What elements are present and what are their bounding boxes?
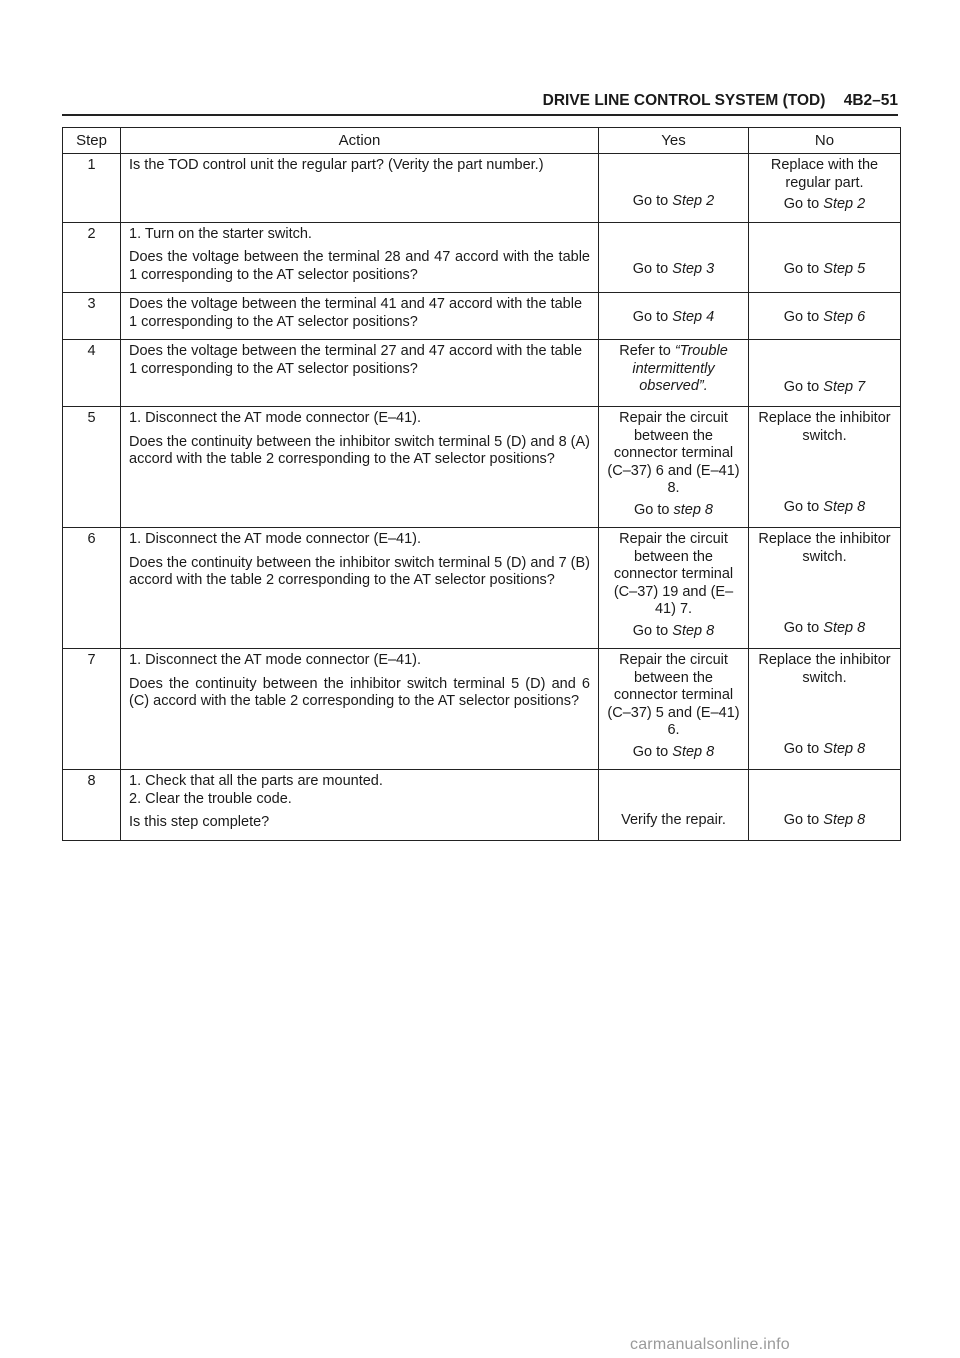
yes-result-cell bbox=[599, 222, 749, 293]
goto-target: Step 3 bbox=[672, 261, 715, 277]
action-cell bbox=[121, 407, 599, 528]
action-text: 1. Check that all the parts are mounted. 2. Clear the trouble code. bbox=[129, 773, 383, 807]
goto-target: step 8 bbox=[673, 501, 713, 518]
no-result-cell bbox=[749, 222, 901, 293]
goto-prefix: Go to bbox=[783, 811, 824, 828]
goto-prefix: Go to bbox=[632, 743, 673, 760]
goto-prefix: Verify the repair. bbox=[621, 811, 726, 828]
goto-prefix: Go to bbox=[783, 196, 824, 212]
action-cell bbox=[121, 649, 599, 770]
reference-target: “Trouble intermittently observed”. bbox=[632, 343, 728, 394]
action-cell bbox=[121, 222, 599, 293]
goto-target: Step 2 bbox=[672, 192, 715, 209]
goto-prefix: Go to bbox=[632, 308, 673, 325]
goto-prefix: Go to bbox=[783, 619, 824, 636]
column-header-yes: Yes bbox=[599, 128, 749, 154]
no-result-cell bbox=[749, 154, 901, 223]
action-text: 1. Disconnect the AT mode connector (E–41). bbox=[129, 531, 422, 547]
yes-result-cell bbox=[599, 528, 749, 649]
yes-result-cell bbox=[599, 407, 749, 528]
step-number: 2 bbox=[63, 222, 121, 293]
yes-result-cell bbox=[599, 649, 749, 770]
table-row bbox=[63, 222, 901, 293]
step-number: 7 bbox=[63, 649, 121, 770]
action-text: Does the continuity between the inhibitor switch terminal 5 (D) and 8 (A) accord with the table 2 corresponding to the AT selector positions? bbox=[129, 433, 590, 467]
goto-target: Step 8 bbox=[823, 740, 866, 757]
step-number: 8 bbox=[63, 770, 121, 841]
yes-goto bbox=[607, 812, 740, 830]
goto-target: Step 6 bbox=[823, 308, 866, 325]
action-cell bbox=[121, 293, 599, 340]
column-header-no: No bbox=[749, 128, 901, 154]
yes-note: Repair the circuit between the connector terminal (C–37) 19 and (E–41) 7. bbox=[613, 531, 734, 617]
no-result-cell bbox=[749, 293, 901, 340]
no-goto bbox=[757, 379, 892, 397]
action-text: 1. Disconnect the AT mode connector (E–41). bbox=[129, 652, 422, 668]
no-goto bbox=[757, 620, 892, 638]
goto-target: Step 8 bbox=[823, 811, 866, 828]
no-result-cell bbox=[749, 770, 901, 841]
action-text: 1. Disconnect the AT mode connector (E–41). bbox=[129, 410, 422, 426]
action-text: Does the continuity between the inhibitor switch terminal 5 (D) and 7 (B) accord with the table 2 corresponding to the AT selector positions? bbox=[129, 554, 590, 588]
action-text: Does the voltage between the terminal 28 and 47 accord with the table 1 corresponding to the AT selector positions? bbox=[129, 249, 590, 283]
action-cell bbox=[121, 528, 599, 649]
yes-result-cell bbox=[599, 340, 749, 407]
action-cell bbox=[121, 770, 599, 841]
table-row bbox=[63, 770, 901, 841]
yes-goto bbox=[607, 309, 740, 327]
yes-result-cell bbox=[599, 770, 749, 841]
yes-goto bbox=[607, 502, 740, 520]
no-note: Replace the inhibitor switch. bbox=[758, 410, 891, 444]
goto-target: Step 4 bbox=[672, 308, 715, 325]
goto-prefix: Go to bbox=[634, 501, 674, 518]
goto-prefix: Go to bbox=[632, 192, 673, 209]
goto-target: Step 8 bbox=[672, 622, 715, 639]
action-text: Does the continuity between the inhibitor switch terminal 5 (D) and 6 (C) accord with the table 2 corresponding to the AT selector positions? bbox=[129, 675, 590, 709]
step-number: 6 bbox=[63, 528, 121, 649]
yes-goto bbox=[607, 623, 740, 641]
goto-target: Step 8 bbox=[823, 619, 866, 636]
no-goto bbox=[757, 812, 892, 830]
table-header-row bbox=[63, 128, 901, 154]
goto-target: Step 2 bbox=[823, 196, 866, 212]
table-row bbox=[63, 649, 901, 770]
no-goto bbox=[757, 196, 892, 214]
goto-target: Step 8 bbox=[672, 743, 715, 760]
yes-result-cell bbox=[599, 154, 749, 223]
goto-prefix: Go to bbox=[632, 622, 673, 639]
goto-prefix: Go to bbox=[783, 498, 824, 515]
step-number: 5 bbox=[63, 407, 121, 528]
step-number: 1 bbox=[63, 154, 121, 223]
no-note: Replace the inhibitor switch. bbox=[758, 531, 891, 565]
action-cell bbox=[121, 154, 599, 223]
no-note: Replace with the regular part. bbox=[770, 157, 879, 191]
goto-prefix: Go to bbox=[783, 740, 824, 757]
step-number: 3 bbox=[63, 293, 121, 340]
action-text: Does the voltage between the terminal 41 and 47 accord with the table 1 corresponding to the AT selector positions? bbox=[129, 296, 583, 330]
action-text: Does the voltage between the terminal 27 and 47 accord with the table 1 corresponding to the AT selector positions? bbox=[129, 343, 583, 377]
yes-note: Repair the circuit between the connector terminal (C–37) 6 and (E–41) 8. bbox=[607, 410, 740, 496]
goto-prefix: Go to bbox=[632, 261, 673, 277]
page-number: 4B2–51 bbox=[843, 92, 898, 109]
goto-prefix: Go to bbox=[783, 308, 824, 325]
section-title: DRIVE LINE CONTROL SYSTEM (TOD) bbox=[542, 92, 826, 109]
table-row bbox=[63, 528, 901, 649]
goto-prefix: Go to bbox=[783, 261, 824, 277]
column-header-action: Action bbox=[121, 128, 599, 154]
no-goto bbox=[757, 499, 892, 517]
yes-reference bbox=[607, 343, 740, 396]
no-result-cell bbox=[749, 528, 901, 649]
goto-target: Step 8 bbox=[823, 498, 866, 515]
no-note: Replace the inhibitor switch. bbox=[758, 652, 891, 686]
yes-goto bbox=[607, 261, 740, 279]
table-row bbox=[63, 407, 901, 528]
table-row bbox=[63, 340, 901, 407]
watermark: carmanualsonline.info bbox=[630, 1336, 790, 1353]
yes-note: Repair the circuit between the connector terminal (C–37) 5 and (E–41) 6. bbox=[607, 652, 740, 738]
table-row bbox=[63, 154, 901, 223]
no-goto bbox=[757, 309, 892, 327]
no-goto bbox=[757, 741, 892, 759]
goto-target: Step 7 bbox=[823, 378, 866, 395]
diagnostic-table bbox=[62, 127, 901, 841]
action-text: Is this step complete? bbox=[129, 814, 270, 830]
page-header bbox=[62, 92, 898, 116]
action-cell bbox=[121, 340, 599, 407]
action-text: 1. Turn on the starter switch. bbox=[129, 225, 312, 242]
goto-prefix: Go to bbox=[783, 378, 824, 395]
no-result-cell bbox=[749, 340, 901, 407]
reference-prefix: Refer to bbox=[619, 343, 671, 359]
goto-target: Step 5 bbox=[823, 261, 866, 277]
action-text: Is the TOD control unit the regular part? (Verity the part number.) bbox=[129, 157, 544, 173]
yes-goto bbox=[607, 744, 740, 762]
column-header-step: Step bbox=[63, 128, 121, 154]
step-number: 4 bbox=[63, 340, 121, 407]
no-result-cell bbox=[749, 407, 901, 528]
no-result-cell bbox=[749, 649, 901, 770]
table-row bbox=[63, 293, 901, 340]
yes-result-cell bbox=[599, 293, 749, 340]
yes-goto bbox=[607, 193, 740, 211]
no-goto bbox=[757, 261, 892, 279]
